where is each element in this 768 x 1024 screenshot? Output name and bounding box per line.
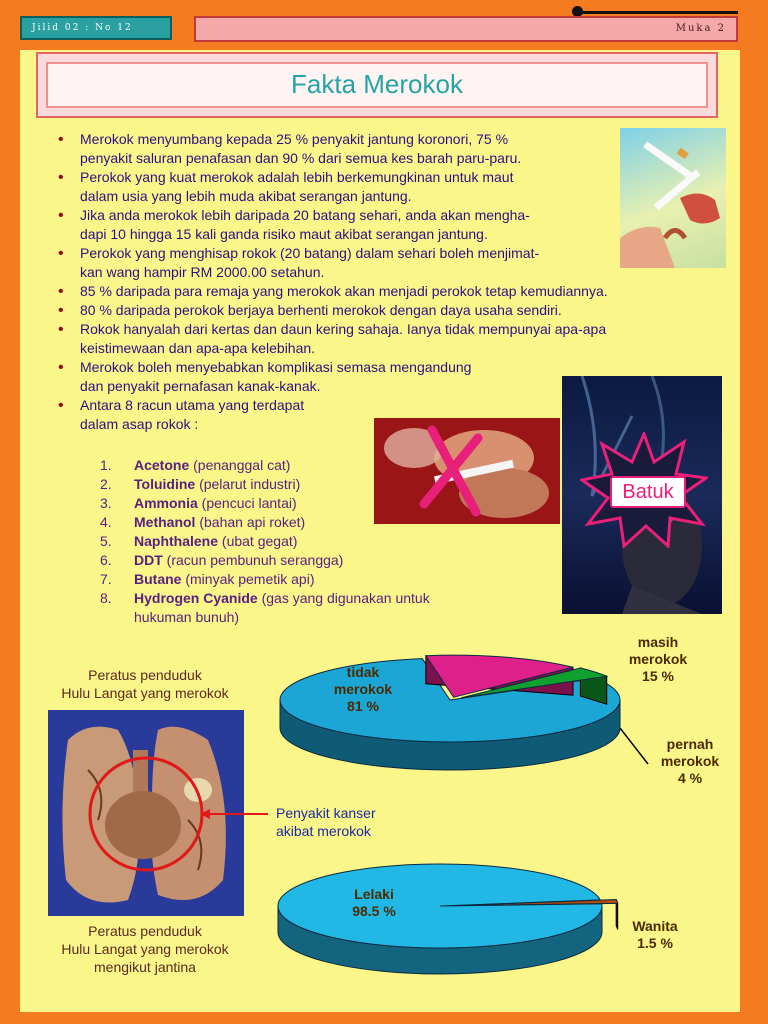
pie-label-line: tidak xyxy=(346,664,380,680)
toxin-name: Acetone xyxy=(134,457,190,473)
toxin-desc: (minyak pemetik api) xyxy=(181,571,315,587)
fact-line: kan wang hampir RM 2000.00 setahun. xyxy=(80,264,325,280)
toxin-desc: (ubat gegat) xyxy=(218,533,298,549)
fact-line: • Jika anda merokok lebih daripada 20 batang sehari, anda akan mengha- xyxy=(80,207,530,223)
pie-label-line: merokok xyxy=(333,681,393,697)
toxin-name: Methanol xyxy=(134,514,196,530)
toxin-desc: (penanggal cat) xyxy=(189,457,291,473)
fact-line: • Merokok boleh menyebabkan komplikasi semasa mengandung xyxy=(80,359,472,375)
toxin-number: 6. xyxy=(100,552,112,568)
pie-label-line: pernah xyxy=(666,736,714,752)
toxin-name: Hydrogen Cyanide xyxy=(134,590,258,606)
toxin-number: 3. xyxy=(100,495,112,511)
toxin-number: 5. xyxy=(100,533,112,549)
toxin-number: 4. xyxy=(100,514,112,530)
toxin-number: 8. xyxy=(100,590,112,606)
decorative-line xyxy=(580,11,738,14)
toxin-item-continuation xyxy=(100,608,430,627)
pie-label-line: 81 % xyxy=(347,698,379,714)
fact-line: • 85 % daripada para remaja yang merokok akan menjadi perokok tetap kemudiannya. xyxy=(80,283,608,299)
toxin-item xyxy=(100,494,430,513)
pie1-tidak-label xyxy=(318,664,408,715)
fact-line: keistimewaan dan apa-apa kelebihan. xyxy=(80,340,316,356)
fact-line: • Rokok hanyalah dari kertas dan daun kering sahaja. Ianya tidak mempunyai apa-apa xyxy=(80,321,607,337)
toxin-name: Butane xyxy=(134,571,182,587)
pie1-pernah-leader xyxy=(620,728,650,768)
fact-line: • 80 % daripada perokok berjaya berhenti merokok dengan daya usaha sendiri. xyxy=(80,302,562,318)
fact-item xyxy=(56,244,608,282)
pie1-pernah-label xyxy=(650,736,730,787)
fact-item xyxy=(56,130,608,168)
caption-line: Hulu Langat yang merokok xyxy=(61,941,229,957)
toxin-desc: (racun pembunuh serangga) xyxy=(162,552,344,568)
lung-caption-top xyxy=(42,666,248,702)
pie-label-line: Wanita xyxy=(632,918,678,934)
pie2-lelaki-label xyxy=(334,886,414,920)
pie-slice-side xyxy=(616,899,618,929)
fact-item xyxy=(56,320,608,358)
toxin-desc: hukuman bunuh) xyxy=(134,609,240,625)
pie2-wanita-label xyxy=(620,918,690,952)
page-title: Fakta Merokok xyxy=(291,69,463,99)
caption-line: Peratus penduduk xyxy=(88,923,202,939)
fact-line: • Perokok yang kuat merokok adalah lebih berkemungkinan untuk maut xyxy=(80,169,514,185)
pie-label-line: merokok xyxy=(628,651,688,667)
toxin-desc: (gas yang digunakan untuk xyxy=(257,590,430,606)
pie-label-line: 15 % xyxy=(642,668,674,684)
smoking-facts-list xyxy=(56,130,608,434)
pie-label-line: merokok xyxy=(660,753,720,769)
fact-line: • Perokok yang menghisap rokok (20 batang) dalam sehari boleh menjimat- xyxy=(80,245,540,261)
fact-line: • Antara 8 racun utama yang terdapat xyxy=(80,397,305,413)
fact-item xyxy=(56,168,608,206)
toxin-name: Naphthalene xyxy=(134,533,219,549)
gender-pie-chart xyxy=(270,858,640,978)
cancer-label-line: akibat merokok xyxy=(276,823,371,839)
fact-line: dalam asap rokok : xyxy=(80,416,199,432)
pie-label-line: Lelaki xyxy=(354,886,394,902)
fact-line: dan penyakit pernafasan kanak-kanak. xyxy=(80,378,321,394)
toxins-list xyxy=(100,456,430,627)
toxin-number: 2. xyxy=(100,476,112,492)
toxin-item xyxy=(100,589,430,608)
cancer-label-line: Penyakit kanser xyxy=(276,805,376,821)
caption-line: Peratus penduduk xyxy=(88,667,202,683)
toxin-name: Toluidine xyxy=(134,476,196,492)
fact-line: dapi 10 hingga 15 kali ganda risiko maut akibat serangan jantung. xyxy=(80,226,488,242)
cancer-arrow xyxy=(200,804,270,824)
toxin-name: Ammonia xyxy=(134,495,198,511)
toxin-item xyxy=(100,570,430,589)
caption-line: Hulu Langat yang merokok xyxy=(61,685,229,701)
pie-label-line: masih xyxy=(637,634,679,650)
pie-label-line: 4 % xyxy=(677,770,703,786)
issue-label: Jilid 02 : No 12 xyxy=(20,16,172,40)
fact-line: penyakit saluran penafasan dan 90 % dari semua kes barah paru-paru. xyxy=(80,150,522,166)
toxin-desc: (pencuci lantai) xyxy=(197,495,297,511)
toxin-name: DDT xyxy=(134,552,163,568)
fact-item xyxy=(56,358,608,396)
caption-line: mengikut jantina xyxy=(94,959,196,975)
fact-item xyxy=(56,282,608,301)
toxin-item xyxy=(100,551,430,570)
fact-item xyxy=(56,206,608,244)
pie-slice xyxy=(278,864,602,948)
batuk-label: Batuk xyxy=(610,476,686,508)
toxin-item xyxy=(100,456,430,475)
fact-line: • Merokok menyumbang kepada 25 % penyakit jantung koronori, 75 % xyxy=(80,131,509,147)
page-number-label: Muka 2 xyxy=(194,16,738,42)
toxin-desc: (pelarut industri) xyxy=(195,476,301,492)
toxin-number: 1. xyxy=(100,457,112,473)
toxin-item xyxy=(100,513,430,532)
pie-label-line: 98.5 % xyxy=(352,903,396,919)
fact-item xyxy=(56,301,608,320)
toxin-number: 7. xyxy=(100,571,112,587)
fact-item xyxy=(56,396,608,434)
cancer-label xyxy=(276,804,426,840)
broken-cigarette-photo xyxy=(620,128,726,268)
fact-line: dalam usia yang lebih muda akibat serangan jantung. xyxy=(80,188,412,204)
toxin-desc: (bahan api roket) xyxy=(195,514,306,530)
toxin-item xyxy=(100,475,430,494)
pie-label-line: 1.5 % xyxy=(637,935,673,951)
toxin-item xyxy=(100,532,430,551)
pie1-masih-label xyxy=(618,634,698,685)
lung-caption-bottom xyxy=(42,922,248,976)
